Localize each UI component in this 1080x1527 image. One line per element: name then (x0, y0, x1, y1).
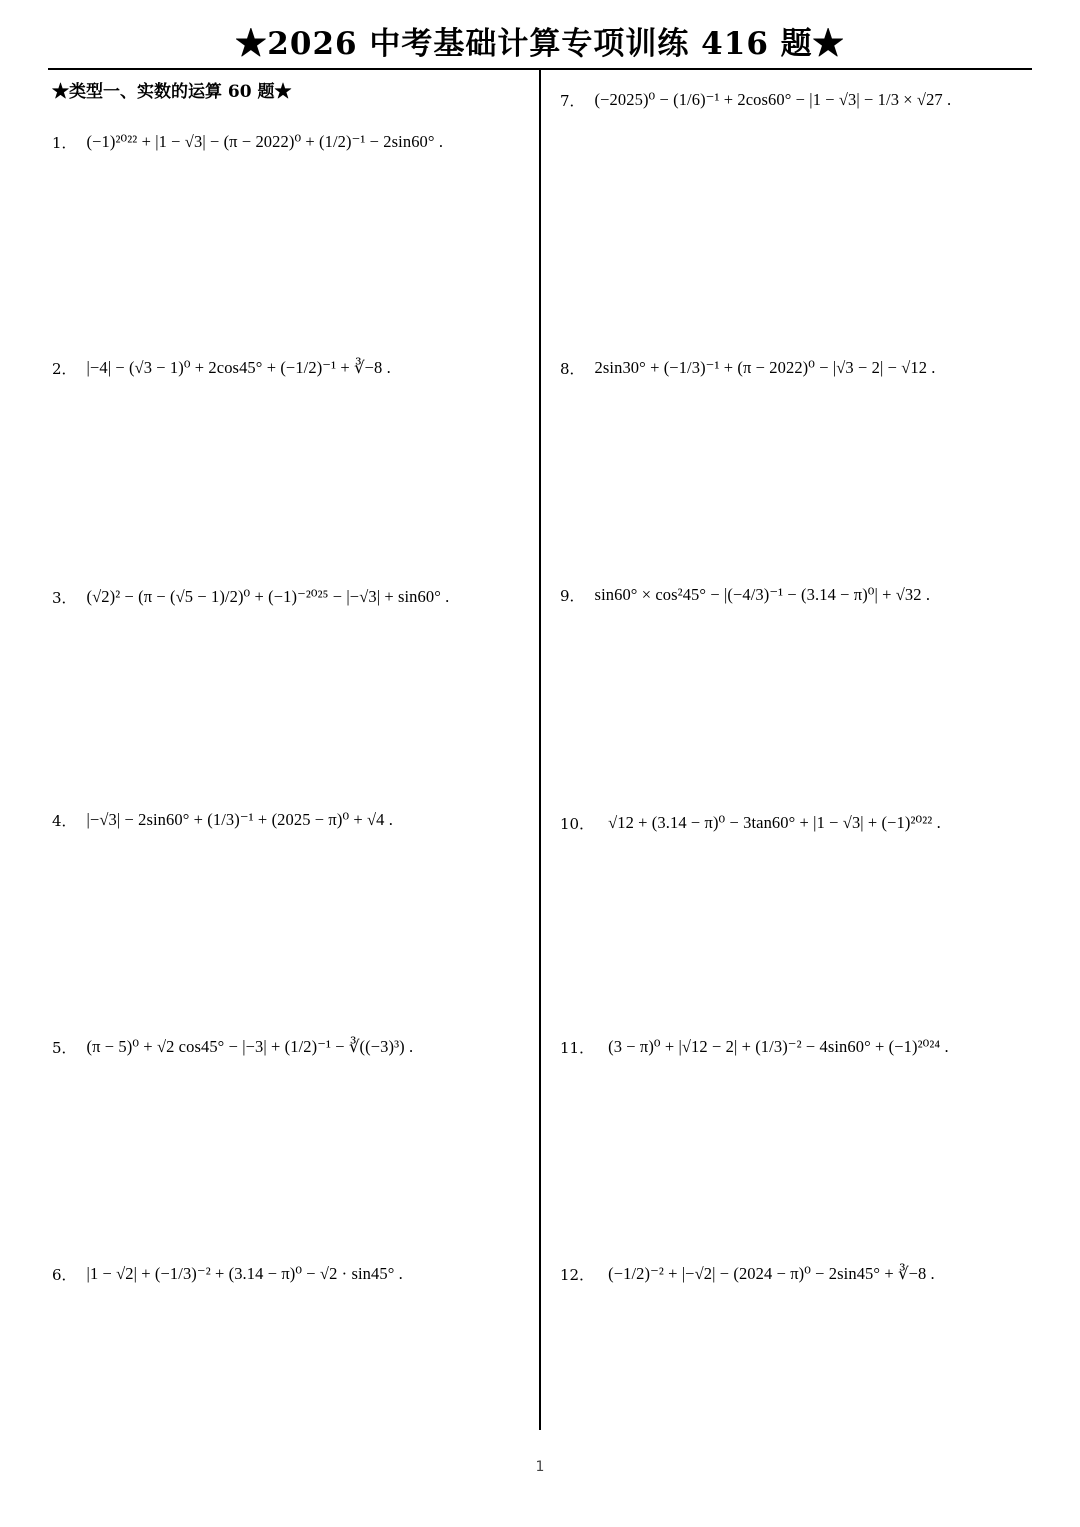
problem-expression: 2sin30° + (−1/3)⁻¹ + (π − 2022)⁰ − |√3 − 2| − √12 . (594, 358, 936, 377)
problem-number: 12． (560, 1265, 595, 1284)
problem-expression: |−√3| − 2sin60° + (1/3)⁻¹ + (2025 − π)⁰ + √4 . (86, 810, 393, 829)
problem-expression: (√2)² − (π − (√5 − 1)/2)⁰ + (−1)⁻²⁰²⁵ − |−√3| + sin60° . (86, 587, 450, 606)
problem-1 (52, 117, 443, 167)
problem-number: 3． (52, 588, 77, 607)
problem-12 (560, 1249, 935, 1299)
problem-expression: √12 + (3.14 − π)⁰ − 3tan60° + |1 − √3| + (−1)²⁰²² . (608, 813, 941, 832)
section-heading: ★类型一、实数的运算 60 题★ (52, 82, 292, 102)
page-title: ★2026 中考基础计算专项训练 416 题★ (235, 26, 845, 62)
page-number: 1 (535, 1459, 545, 1475)
problem-expression: (−2025)⁰ − (1/6)⁻¹ + 2cos60° − |1 − √3| − 1/3 × √27 . (594, 90, 952, 109)
problem-9 (560, 570, 930, 620)
problem-3 (52, 572, 449, 622)
problem-number: 8． (560, 359, 585, 378)
problem-expression: |−4| − (√3 − 1)⁰ + 2cos45° + (−1/2)⁻¹ + ∛−8 . (86, 358, 391, 377)
problem-number: 1． (52, 133, 77, 152)
problem-number: 4． (52, 811, 77, 830)
problem-10 (560, 798, 941, 848)
problem-expression: sin60° × cos²45° − |(−4/3)⁻¹ − (3.14 − π)⁰| + √32 . (594, 585, 931, 604)
problem-7 (560, 75, 951, 125)
problem-number: 6． (52, 1265, 77, 1284)
problem-expression: |1 − √2| + (−1/3)⁻² + (3.14 − π)⁰ − √2 · sin45° . (86, 1264, 403, 1283)
problem-expression: (π − 5)⁰ + √2 cos45° − |−3| + (1/2)⁻¹ − ∛((−3)³) . (86, 1037, 414, 1056)
problem-number: 10． (560, 814, 595, 833)
problem-expression: (3 − π)⁰ + |√12 − 2| + (1/3)⁻² − 4sin60° + (−1)²⁰²⁴ . (608, 1037, 949, 1056)
problem-4 (52, 795, 393, 845)
problem-number: 11． (560, 1038, 595, 1057)
problem-expression: (−1)²⁰²² + |1 − √3| − (π − 2022)⁰ + (1/2)⁻¹ − 2sin60° . (86, 132, 444, 151)
problem-8 (560, 343, 936, 393)
problem-6 (52, 1249, 403, 1299)
problem-number: 5． (52, 1038, 77, 1057)
column-divider (539, 70, 541, 1430)
problem-11 (560, 1022, 949, 1072)
problem-number: 2． (52, 359, 77, 378)
problem-5 (52, 1022, 413, 1072)
problem-2 (52, 343, 391, 393)
problem-expression: (−1/2)⁻² + |−√2| − (2024 − π)⁰ − 2sin45° + ∛−8 . (608, 1264, 935, 1283)
problem-number: 9． (560, 586, 585, 605)
problem-number: 7． (560, 91, 585, 110)
